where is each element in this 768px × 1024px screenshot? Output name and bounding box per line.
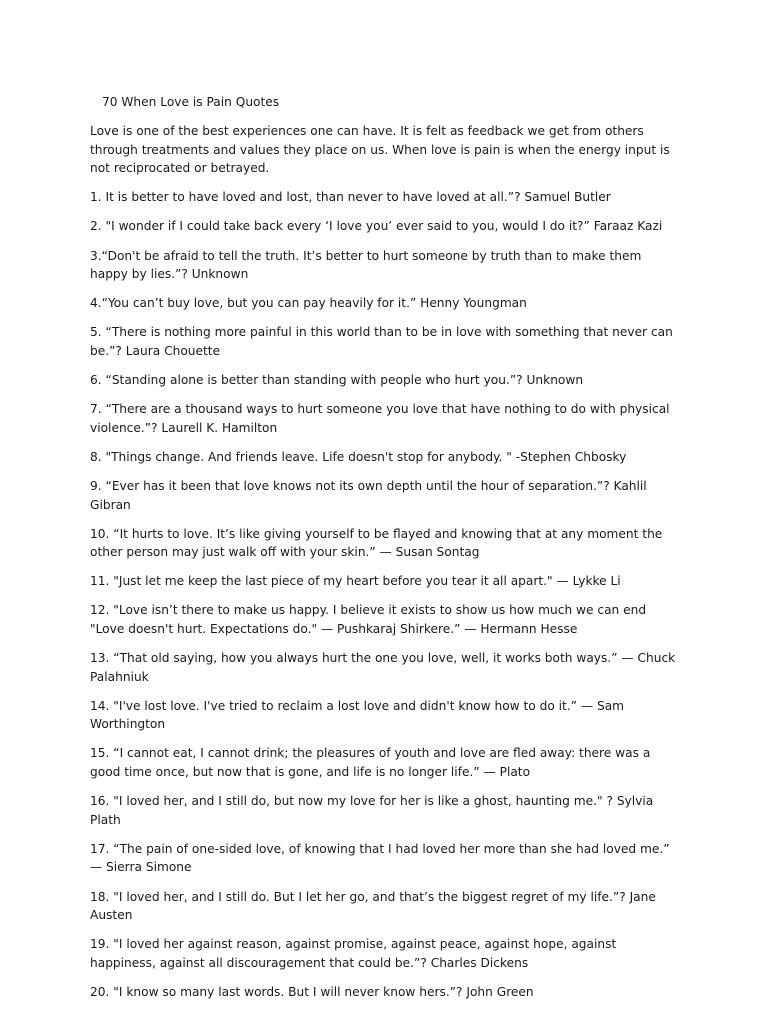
quote-item: 14. "I've lost love. I've tried to reclaim a lost love and didn't know how to do it.” — Sam Worthington bbox=[90, 698, 625, 732]
quote-item: 9. “Ever has it been that love knows not its own depth until the hour of separation.”? Kahlil Gibran bbox=[90, 478, 647, 512]
quote-item: 20. "I know so many last words. But I will never know hers.”? John Green bbox=[90, 984, 534, 999]
document-body bbox=[90, 93, 682, 1012]
quote-item: 6. “Standing alone is better than standing with people who hurt you.”? Unknown bbox=[90, 373, 584, 388]
quote-item: 7. “There are a thousand ways to hurt someone you love that have nothing to do with physical violence.”? Laurell K. Hamilton bbox=[90, 402, 670, 435]
quote-item: 8. "Things change. And friends leave. Life doesn't stop for anybody. " -Stephen Chbosky bbox=[90, 449, 627, 464]
quote-item: 3.“Don't be afraid to tell the truth. It’s better to hurt someone by truth than to make them happy by lies.”? Unknown bbox=[90, 248, 642, 282]
quote-item: 19. "I loved her against reason, against promise, against peace, against hope, against happiness, against all discouragement that could be.”? Charles Dickens bbox=[90, 937, 617, 970]
quote-item: 10. “It hurts to love. It’s like giving yourself to be flayed and knowing that at any moment the other person may just walk off with your skin.” — Susan Sontag bbox=[90, 526, 663, 560]
quote-item: 12. "Love isn’t there to make us happy. I believe it exists to show us how much we can end "Love doesn't hurt. Expectations do." — Pushkaraj Shirkere.” — Hermann Hesse bbox=[90, 603, 647, 636]
quote-item: 15. “I cannot eat, I cannot drink; the pleasures of youth and love are fled away: there was a good time once, but now that is gone, and life is no longer life.” — Plato bbox=[90, 746, 651, 780]
quote-item: 1. It is better to have loved and lost, than never to have loved at all.”? Samuel Butler bbox=[90, 190, 611, 205]
quote-item: 18. "I loved her, and I still do. But I let her go, and that’s the biggest regret of my life.”? Jane Austen bbox=[90, 889, 656, 923]
quote-item: 16. "I loved her, and I still do, but now my love for her is like a ghost, haunting me." ? Sylvia Plath bbox=[90, 794, 654, 827]
quote-item: 17. “The pain of one-sided love, of knowing that I had loved her more than she had loved me.” — Sierra Simone bbox=[90, 841, 670, 875]
quote-item: 13. “That old saying, how you always hurt the one you love, well, it works both ways.” — Chuck Palahniuk bbox=[90, 651, 676, 684]
quote-item: 2. "I wonder if I could take back every ‘I love you’ ever said to you, would I do it?” Faraaz Kazi bbox=[90, 219, 663, 234]
quote-item: 11. "Just let me keep the last piece of my heart before you tear it all apart." — Lykke Li bbox=[90, 574, 621, 589]
intro-paragraph: Love is one of the best experiences one can have. It is felt as feedback we get from others through treatments and values they place on us. When love is pain is when the energy input is not reciprocated or betrayed. bbox=[90, 124, 670, 176]
document-title: 70 When Love is Pain Quotes bbox=[102, 95, 280, 109]
quote-item: 5. “There is nothing more painful in this world than to be in love with something that never can be.”? Laura Chouette bbox=[90, 325, 673, 358]
quote-item: 4.“You can’t buy love, but you can pay heavily for it.” Henny Youngman bbox=[90, 296, 527, 311]
